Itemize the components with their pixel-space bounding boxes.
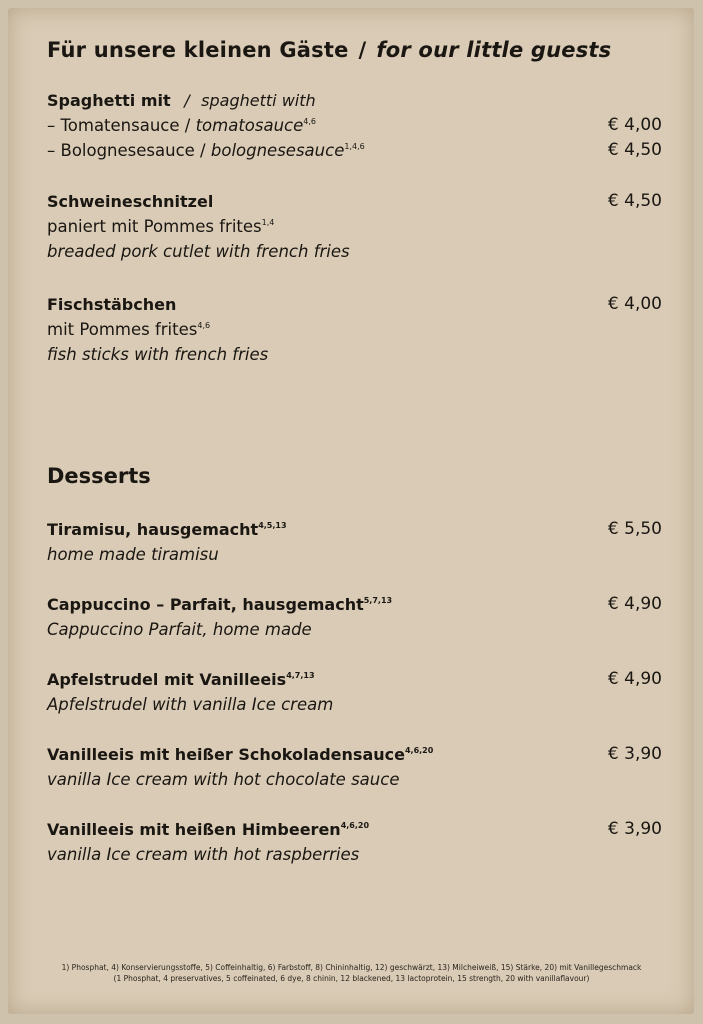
allergen-codes: 1,4 (261, 218, 275, 227)
title-separator: / (358, 38, 367, 62)
item-name: Tiramisu, hausgemacht (47, 520, 259, 539)
kids-title-de: Für unsere kleinen Gäste (47, 38, 349, 62)
desc-de-text: mit Pommes frites (47, 320, 198, 339)
kids-title-en: for our little guests (376, 38, 612, 62)
menu-item-fish (47, 292, 662, 367)
footnote-en: (1 Phosphat, 4 preservatives, 5 coffeinated, 6 dye, 8 chinin, 12 blackened, 13 lactoprotein, 15 strength, 20 with vanillaflavour) (113, 974, 590, 983)
item-desc-en: vanilla Ice cream with hot raspberries (47, 845, 360, 864)
item-desc-en: Apfelstrudel with vanilla Ice cream (47, 695, 334, 714)
option-de: – Tomatensauce / (47, 116, 191, 135)
allergen-codes: 4,6 (197, 321, 211, 330)
item-price: € 3,90 (607, 819, 662, 839)
item-name: Schweineschnitzel (47, 192, 214, 211)
desserts-section-title: Desserts (47, 464, 151, 488)
item-name-row (47, 592, 662, 617)
item-price: € 4,90 (607, 594, 662, 614)
option-tomato (47, 113, 662, 138)
dessert-item (47, 592, 662, 642)
item-name-en: spaghetti with (201, 91, 316, 110)
item-name: Vanilleeis mit heißen Himbeeren (47, 820, 341, 839)
item-price: € 4,90 (607, 669, 662, 689)
option-en: tomatosauce (195, 116, 304, 135)
item-desc-en: home made tiramisu (47, 545, 219, 564)
menu-item-schnitzel (47, 189, 662, 264)
item-name-row (47, 189, 662, 214)
kids-section-title (47, 38, 611, 62)
item-desc-en: Cappuccino Parfait, home made (47, 620, 312, 639)
menu-item-spaghetti (47, 88, 662, 163)
option-bolognese (47, 138, 662, 163)
item-desc-en: vanilla Ice cream with hot chocolate sauce (47, 770, 400, 789)
allergen-codes: 4,6 (303, 117, 317, 126)
item-name: Fischstäbchen (47, 295, 177, 314)
item-name: Cappuccino – Parfait, hausgemacht (47, 595, 364, 614)
item-name-row (47, 817, 662, 842)
item-price: € 3,90 (607, 744, 662, 764)
item-name-row (47, 742, 662, 767)
dessert-item (47, 817, 662, 867)
item-name: Spaghetti mit (47, 91, 171, 110)
item-price: € 5,50 (607, 519, 662, 539)
allergen-codes: 4,6,20 (340, 821, 370, 830)
item-name: Apfelstrudel mit Vanilleeis (47, 670, 287, 689)
dessert-item (47, 742, 662, 792)
option-de: – Bolognesesauce / (47, 141, 206, 160)
desc-de-text: paniert mit Pommes frites (47, 217, 262, 236)
allergen-codes: 1,4,6 (344, 142, 365, 151)
dessert-item (47, 517, 662, 567)
option-en: bolognesesauce (210, 141, 345, 160)
item-price: € 4,00 (607, 115, 662, 135)
dessert-item (47, 667, 662, 717)
allergen-codes: 4,7,13 (286, 671, 315, 680)
footnote-de: 1) Phosphat, 4) Konservierungsstoffe, 5) Coffeinhaltig, 6) Farbstoff, 8) Chininhaltig, 12) geschwärzt, 13) Milcheiweiß, 15) Stärke, 20) mit Vanillegeschmack (61, 963, 642, 972)
item-price: € 4,50 (607, 140, 662, 160)
item-desc-de (47, 317, 662, 342)
item-desc-en: fish sticks with french fries (47, 345, 269, 364)
item-name: Vanilleeis mit heißer Schokoladensauce (47, 745, 405, 764)
allergen-codes: 4,5,13 (258, 521, 287, 530)
item-name-row (47, 667, 662, 692)
item-price: € 4,00 (607, 294, 662, 314)
allergen-codes: 5,7,13 (363, 596, 393, 605)
item-name-row (47, 292, 662, 317)
item-separator: / (184, 91, 190, 110)
item-price: € 4,50 (607, 191, 662, 211)
item-desc-en: breaded pork cutlet with french fries (47, 242, 350, 261)
allergen-codes: 4,6,20 (404, 746, 434, 755)
item-desc-de (47, 214, 662, 239)
item-name-row (47, 517, 662, 542)
item-name-row (47, 88, 662, 113)
